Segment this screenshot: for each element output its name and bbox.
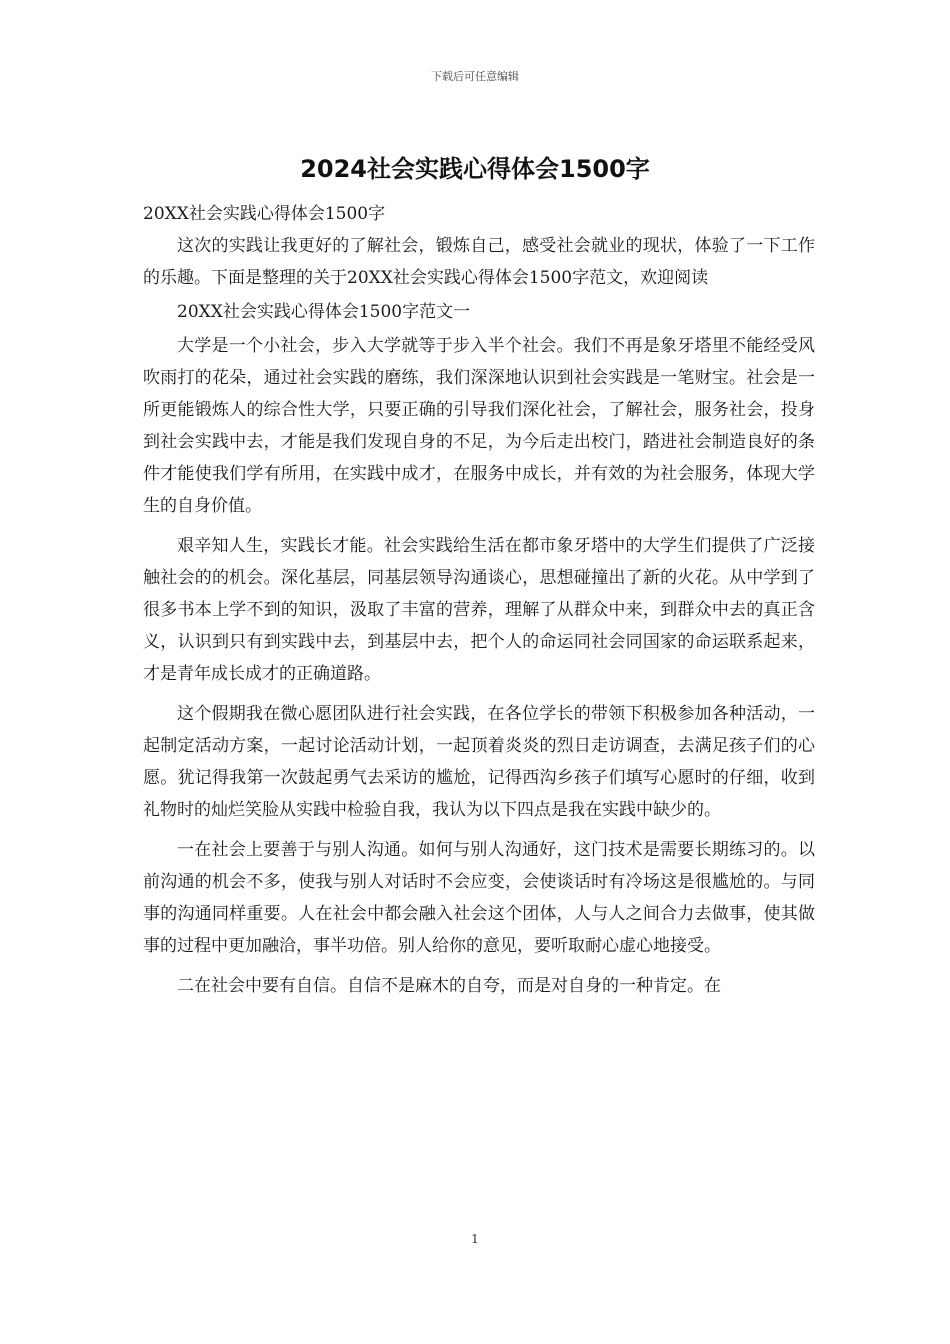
body-paragraph-5: 二在社会中要有自信。自信不是麻木的自夸，而是对自身的一种肯定。在	[177, 976, 721, 996]
subtitle-line: 20XX社会实践心得体会1500字	[143, 204, 386, 224]
body-paragraph-4: 一在社会上要善于与别人沟通。如何与别人沟通好，这门技术是需要长期练习的。以前沟通的机会不多，使我与别人对话时不会应变，会使谈话时有冷场这是很尴尬的。与同事的沟通同样重要。人在社会中都会融入社会这个团体，人与人之间合力去做事，使其做事的过程中更加融洽，事半功倍。别人给你的意见，要听取耐心虚心地接受。	[143, 840, 815, 956]
body-paragraph-1: 大学是一个小社会，步入大学就等于步入半个社会。我们不再是象牙塔里不能经受风吹雨打的花朵，通过社会实践的磨练，我们深深地认识到社会实践是一笔财宝。社会是一所更能锻炼人的综合性大学，只要正确的引导我们深化社会，了解社会，服务社会，投身到社会实践中去，才能是我们发现自身的不足，为今后走出校门，踏进社会制造良好的条件才能使我们学有所用，在实践中成才，在服务中成长，并有效的为社会服务，体现大学生的自身价值。	[143, 336, 815, 516]
section-heading: 20XX社会实践心得体会1500字范文一	[177, 302, 471, 322]
body-paragraph-2: 艰辛知人生，实践长才能。社会实践给生活在都市象牙塔中的大学生们提供了广泛接触社会的的机会。深化基层，同基层领导沟通谈心，思想碰撞出了新的火花。从中学到了很多书本上学不到的知识，汲取了丰富的营养，理解了从群众中来，到群众中去的真正含义，认识到只有到实践中去，到基层中去，把个人的命运同社会同国家的命运联系起来，才是青年成长成才的正确道路。	[143, 536, 815, 684]
document-title: 2024社会实践心得体会1500字	[300, 155, 650, 183]
document-body	[143, 198, 815, 1002]
intro-paragraph: 这次的实践让我更好的了解社会，锻炼自己，感受社会就业的现状，体验了一下工作的乐趣。下面是整理的关于20XX社会实践心得体会1500字范文，欢迎阅读	[143, 236, 815, 288]
header-note: 下载后可任意编辑	[431, 70, 519, 83]
page-number: 1	[471, 1232, 479, 1246]
body-paragraph-3: 这个假期我在微心愿团队进行社会实践，在各位学长的带领下积极参加各种活动，一起制定活动方案，一起讨论活动计划，一起顶着炎炎的烈日走访调查，去满足孩子们的心愿。犹记得我第一次鼓起勇气去采访的尴尬，记得西沟乡孩子们填写心愿时的仔细，收到礼物时的灿烂笑脸从实践中检验自我，我认为以下四点是我在实践中缺少的。	[143, 704, 815, 820]
